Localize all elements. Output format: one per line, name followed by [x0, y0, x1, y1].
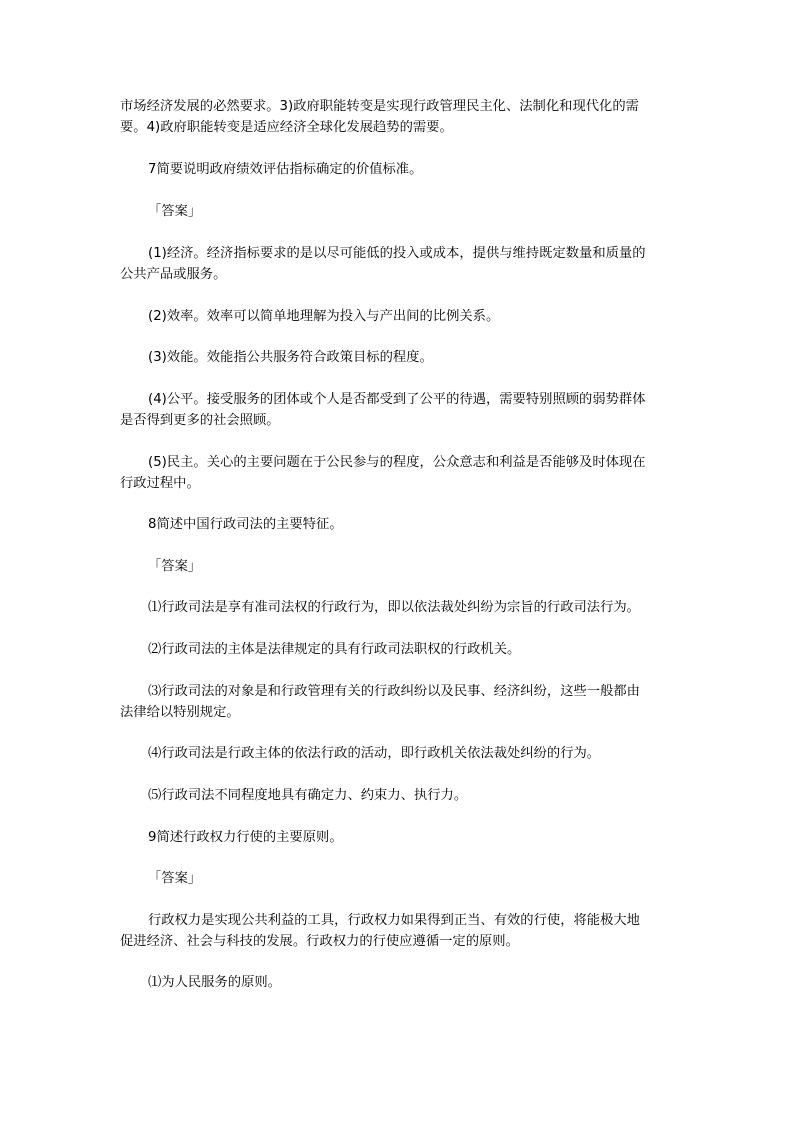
answer-item-5 [148, 785, 678, 806]
text-line: 要。4)政府职能转变是适应经济全球化发展趋势的需要。 [120, 120, 453, 135]
text-line: 行政权力是实现公共利益的工具，行政权力如果得到正当、有效的行使，将能极大地 [148, 913, 640, 928]
text-line: 是否得到更多的社会照顾。 [120, 413, 280, 428]
answer-label [148, 556, 678, 577]
text-line: 7简要说明政府绩效评估指标确定的价值标准。 [148, 162, 423, 177]
answer-label [148, 201, 678, 222]
question-8-heading [148, 514, 678, 535]
text-line: 「答案」 [148, 204, 202, 219]
answer-label [148, 868, 678, 889]
question-7-heading [148, 159, 678, 180]
answer-item-4 [148, 743, 678, 764]
text-line: 「答案」 [148, 871, 202, 886]
text-line: (4)公平。接受服务的团体或个人是否都受到了公平的待遇，需要特别照顾的弱势群体 [148, 392, 646, 407]
text-line: 公共产品或服务。 [120, 267, 227, 282]
text-line: ⑵行政司法的主体是法律规定的具有行政司法职权的行政机关。 [148, 642, 521, 657]
answer-intro-paragraph [120, 910, 676, 952]
answer-item-3 [120, 681, 676, 723]
text-line: 8简述中国行政司法的主要特征。 [148, 517, 343, 532]
text-line: ⑷行政司法是行政主体的依法行政的活动，即行政机关依法裁处纠纷的行为。 [148, 746, 601, 761]
answer-item-1 [148, 972, 678, 993]
answer-item-2 [148, 639, 678, 660]
answer-item-economy [120, 243, 676, 285]
question-9-heading [148, 827, 678, 848]
text-line: (1)经济。经济指标要求的是以尽可能低的投入或成本，提供与维持既定数量和质量的 [148, 246, 646, 261]
text-line: ⑴行政司法是享有准司法权的行政行为，即以依法裁处纠纷为宗旨的行政司法行为。 [148, 600, 640, 615]
text-line: 9简述行政权力行使的主要原则。 [148, 830, 343, 845]
paragraph-continuation [120, 96, 676, 138]
text-line: ⑸行政司法不同程度地具有确定力、约束力、执行力。 [148, 788, 468, 803]
answer-item-effectiveness [148, 347, 678, 368]
answer-item-democracy [120, 452, 676, 494]
text-line: (3)效能。效能指公共服务符合政策目标的程度。 [148, 350, 433, 365]
text-line: 法律给以特别规定。 [120, 705, 240, 720]
text-line: ⑴为人民服务的原则。 [148, 975, 281, 990]
text-line: 促进经济、社会与科技的发展。行政权力的行使应遵循一定的原则。 [120, 934, 519, 949]
text-line: 市场经济发展的必然要求。3)政府职能转变是实现行政管理民主化、法制化和现代化的需 [120, 99, 639, 114]
text-line: 行政过程中。 [120, 476, 200, 491]
text-line: 「答案」 [148, 559, 202, 574]
answer-item-1 [148, 597, 678, 618]
text-line: (2)效率。效率可以简单地理解为投入与产出间的比例关系。 [148, 309, 500, 324]
answer-item-equity [120, 389, 676, 431]
answer-item-efficiency [148, 306, 678, 327]
text-line: (5)民主。关心的主要问题在于公民参与的程度，公众意志和利益是否能够及时体现在 [148, 455, 646, 470]
text-line: ⑶行政司法的对象是和行政管理有关的行政纠纷以及民事、经济纠纷，这些一般都由 [148, 684, 640, 699]
